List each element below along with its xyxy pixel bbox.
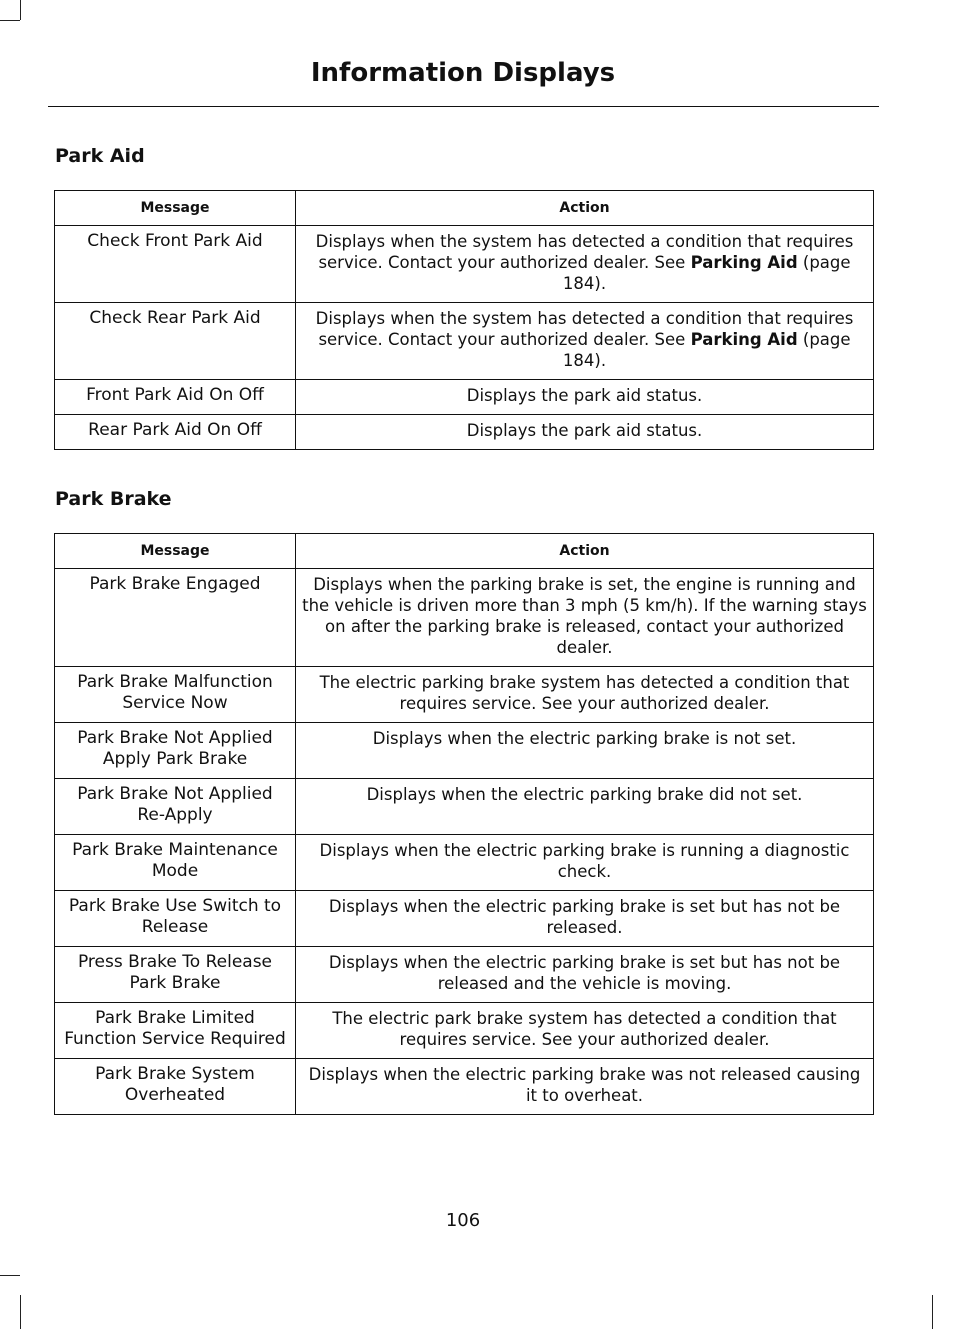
column-header-message: Message bbox=[55, 534, 296, 569]
message-cell: Park Brake System Overheated bbox=[55, 1059, 296, 1115]
table-row bbox=[55, 415, 874, 450]
message-cell: Park Brake Not Applied Apply Park Brake bbox=[55, 723, 296, 779]
table-row bbox=[55, 1059, 874, 1115]
message-cell: Park Brake Not Applied Re-Apply bbox=[55, 779, 296, 835]
action-cell: Displays when the electric parking brake is running a diagnostic check. bbox=[296, 835, 874, 891]
page-reference: (page 184). bbox=[562, 330, 851, 370]
crop-mark bbox=[20, 1295, 21, 1329]
table-row bbox=[55, 667, 874, 723]
cross-reference-link: Parking Aid bbox=[690, 253, 798, 272]
action-cell: The electric park brake system has detected a condition that requires service. See your authorized dealer. bbox=[296, 1003, 874, 1059]
action-cell: Displays the park aid status. bbox=[296, 380, 874, 415]
action-cell: Displays when the electric parking brake is not set. bbox=[296, 723, 874, 779]
message-cell: Park Brake Use Switch to Release bbox=[55, 891, 296, 947]
column-header-message: Message bbox=[55, 191, 296, 226]
table-header-row bbox=[55, 191, 874, 226]
message-cell: Front Park Aid On Off bbox=[55, 380, 296, 415]
cross-reference-link: Parking Aid bbox=[690, 330, 798, 349]
action-cell: Displays when the electric parking brake is set but has not be released and the vehicle is moving. bbox=[296, 947, 874, 1003]
page-reference: (page 184). bbox=[562, 253, 851, 293]
column-header-action: Action bbox=[296, 534, 874, 569]
message-cell: Park Brake Limited Function Service Required bbox=[55, 1003, 296, 1059]
park-brake-table bbox=[54, 533, 874, 1115]
park-aid-table bbox=[54, 190, 874, 450]
message-cell: Rear Park Aid On Off bbox=[55, 415, 296, 450]
action-text: Displays when the system has detected a condition that requires service. Contact your authorized dealer. See bbox=[315, 309, 854, 349]
table-row bbox=[55, 226, 874, 303]
table-row bbox=[55, 947, 874, 1003]
table-row bbox=[55, 835, 874, 891]
page-title: Information Displays bbox=[310, 58, 616, 88]
action-cell bbox=[296, 226, 874, 303]
action-cell: Displays when the electric parking brake was not released causing it to overheat. bbox=[296, 1059, 874, 1115]
table-row bbox=[55, 569, 874, 667]
crop-mark bbox=[20, 0, 21, 20]
message-cell: Check Rear Park Aid bbox=[55, 303, 296, 380]
table-row bbox=[55, 723, 874, 779]
action-text: Displays when the system has detected a condition that requires service. Contact your authorized dealer. See bbox=[315, 232, 854, 272]
section-title-park-brake: Park Brake bbox=[55, 488, 172, 510]
message-cell: Park Brake Maintenance Mode bbox=[55, 835, 296, 891]
header-divider bbox=[48, 106, 879, 107]
section-title-park-aid: Park Aid bbox=[55, 145, 145, 167]
table-row bbox=[55, 303, 874, 380]
crop-mark bbox=[0, 1275, 20, 1276]
column-header-action: Action bbox=[296, 191, 874, 226]
crop-mark bbox=[932, 1295, 933, 1329]
message-cell: Press Brake To Release Park Brake bbox=[55, 947, 296, 1003]
table-row bbox=[55, 380, 874, 415]
action-cell: Displays the park aid status. bbox=[296, 415, 874, 450]
message-cell: Park Brake Malfunction Service Now bbox=[55, 667, 296, 723]
action-cell bbox=[296, 303, 874, 380]
action-cell: Displays when the electric parking brake did not set. bbox=[296, 779, 874, 835]
table-header-row bbox=[55, 534, 874, 569]
table-row bbox=[55, 779, 874, 835]
message-cell: Check Front Park Aid bbox=[55, 226, 296, 303]
crop-mark bbox=[0, 20, 20, 21]
action-cell: Displays when the parking brake is set, the engine is running and the vehicle is driven more than 3 mph (5 km/h). If the warning stays on after the parking brake is released, contact your authorized dealer. bbox=[296, 569, 874, 667]
action-cell: The electric parking brake system has detected a condition that requires service. See your authorized dealer. bbox=[296, 667, 874, 723]
action-cell: Displays when the electric parking brake is set but has not be released. bbox=[296, 891, 874, 947]
table-row bbox=[55, 1003, 874, 1059]
message-cell: Park Brake Engaged bbox=[55, 569, 296, 667]
table-row bbox=[55, 891, 874, 947]
page-number: 106 bbox=[445, 1210, 481, 1231]
